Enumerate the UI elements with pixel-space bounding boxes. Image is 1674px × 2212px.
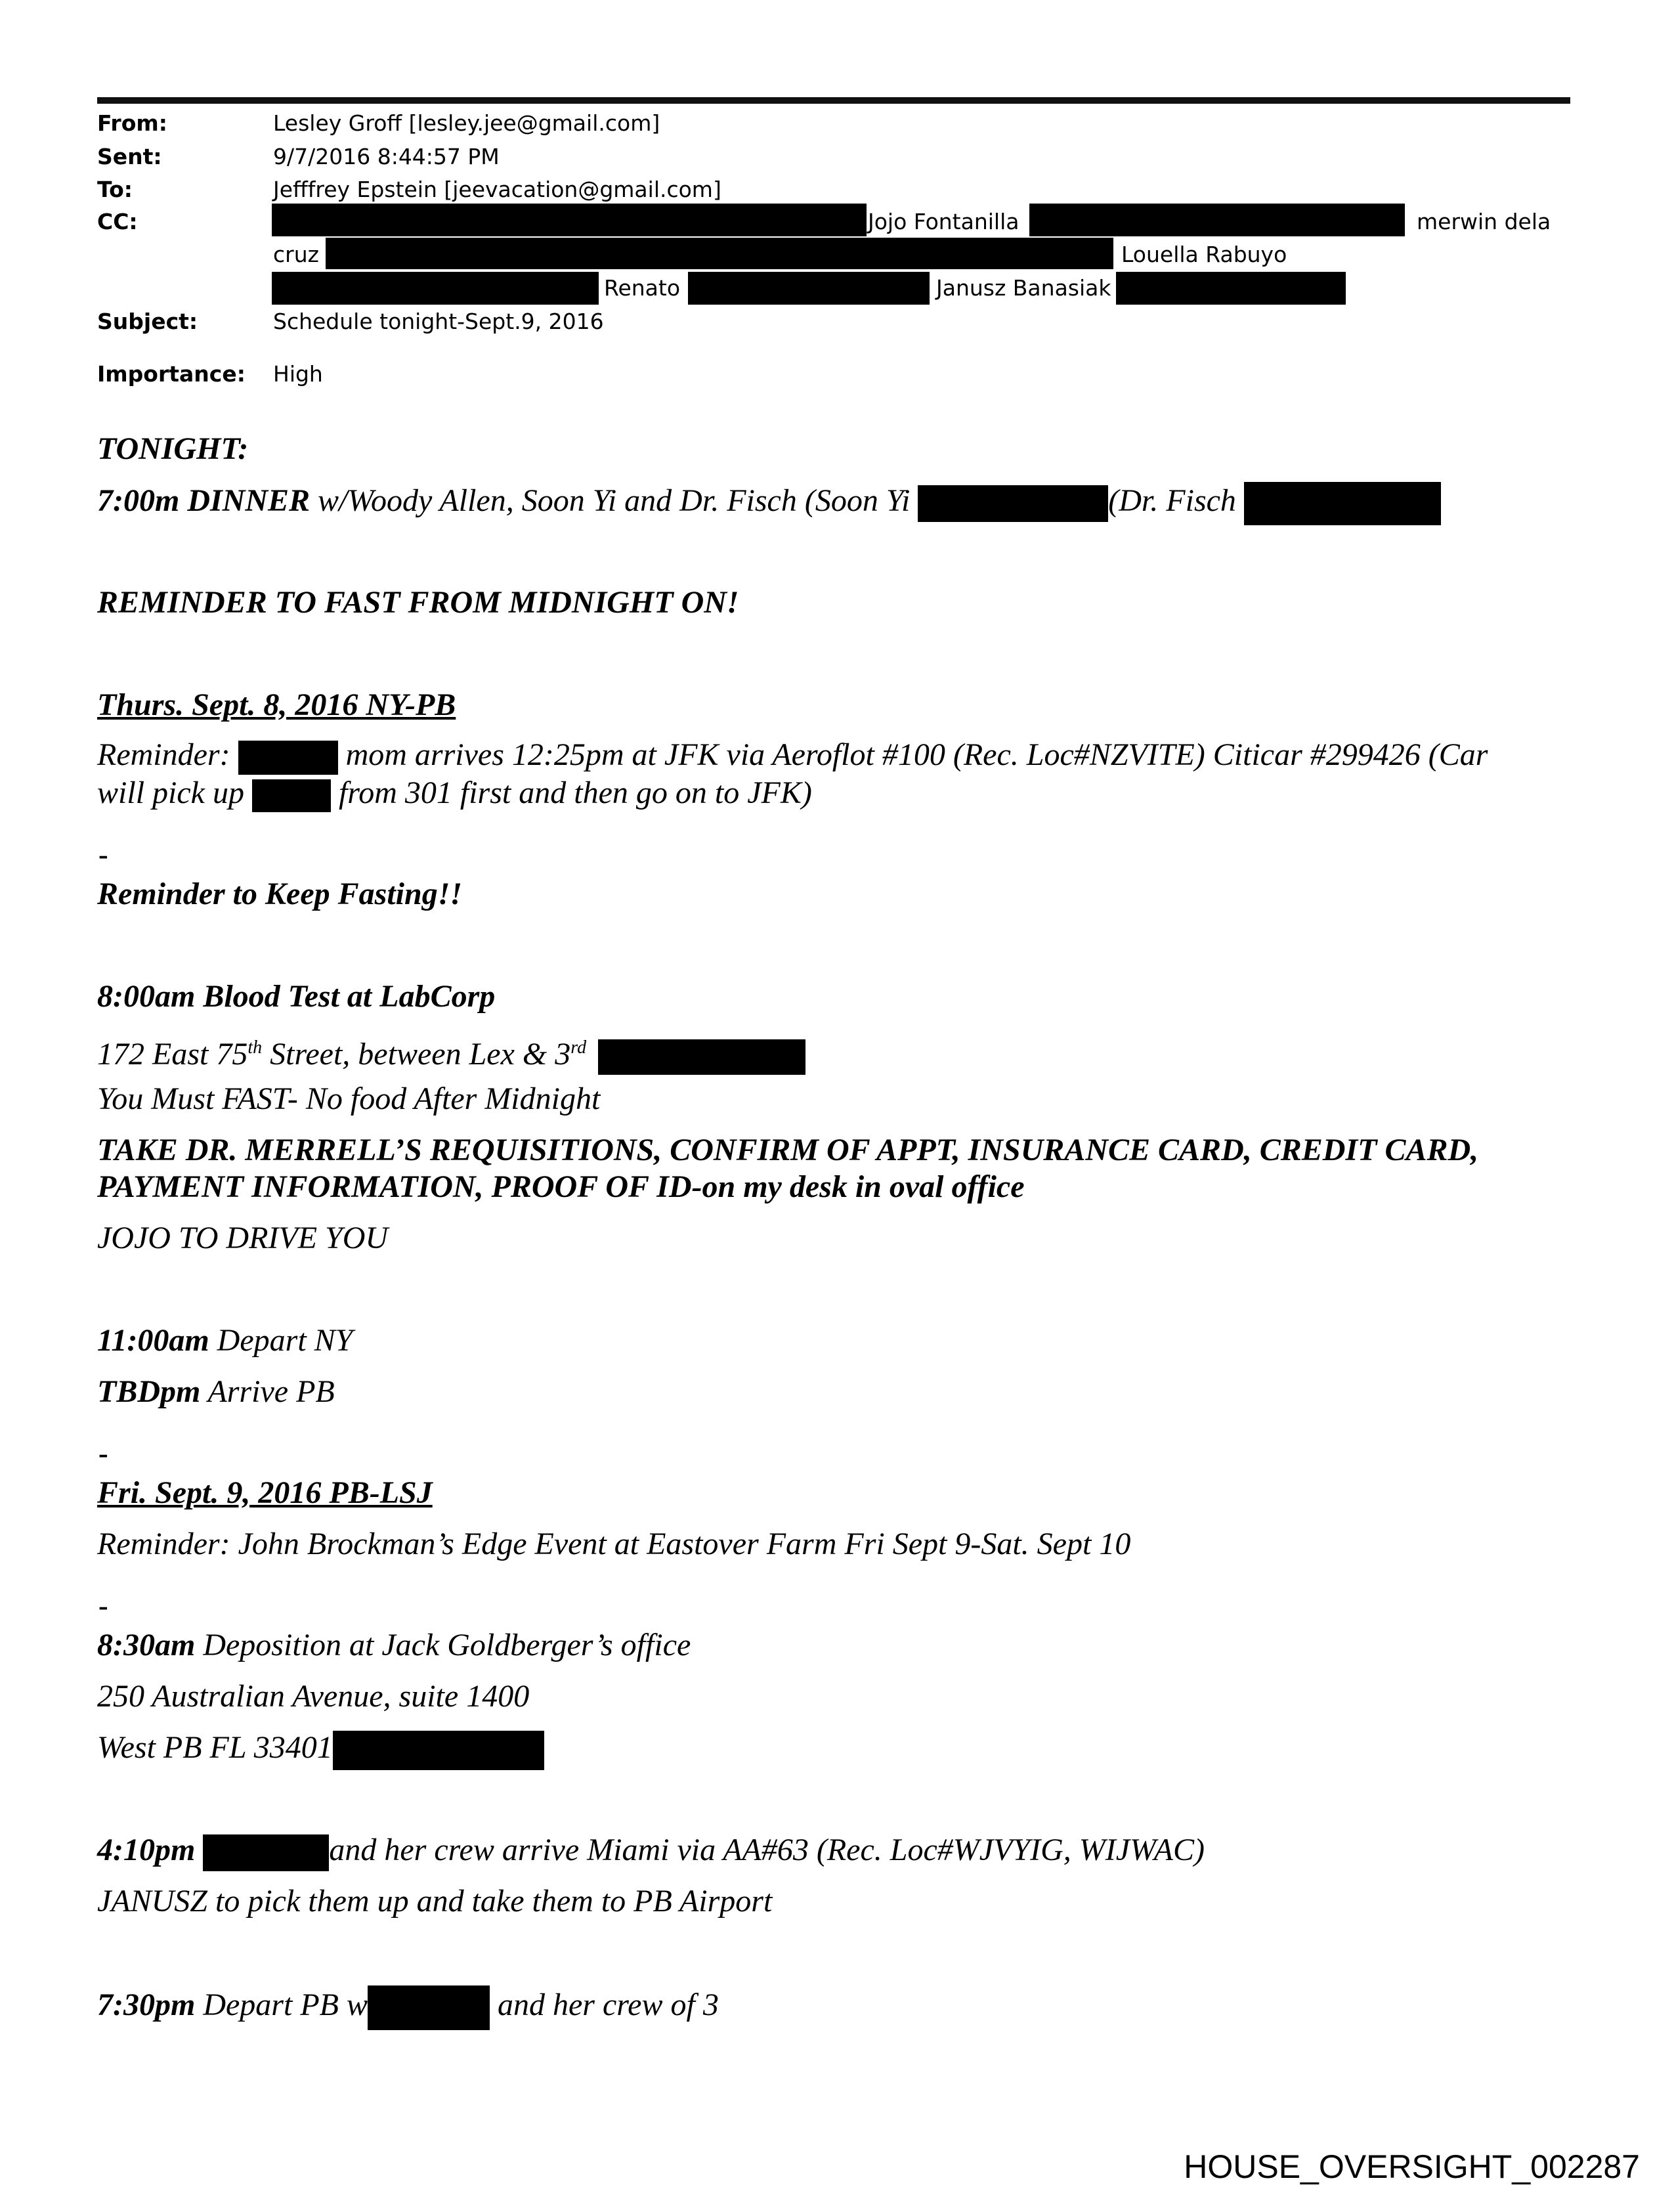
subject-value: Schedule tonight-Sept.9, 2016 — [273, 309, 604, 334]
cc-label: CC: — [97, 209, 138, 234]
redaction-box — [238, 741, 338, 775]
fri-heading: Fri. Sept. 9, 2016 PB-LSJ — [97, 1475, 433, 1510]
depart-pb-line — [97, 1985, 719, 2030]
bates-number: HOUSE_OVERSIGHT_002287 — [1184, 2148, 1640, 2185]
redaction-box — [1116, 272, 1346, 305]
address-text: 172 East 75 — [97, 1037, 248, 1072]
dinner-line — [97, 482, 1441, 525]
take-line-2: PAYMENT INFORMATION, PROOF OF ID-on my desk in oval office — [97, 1169, 1025, 1204]
subject-label: Subject: — [97, 309, 198, 334]
event-text: Deposition at Jack Goldberger’s office — [195, 1628, 691, 1662]
importance-label: Importance: — [97, 361, 246, 387]
redaction-box — [272, 272, 599, 305]
thurs-heading: Thurs. Sept. 8, 2016 NY-PB — [97, 687, 456, 722]
redaction-box — [1244, 482, 1441, 525]
importance-value: High — [273, 361, 323, 387]
to-value: Jefffrey Epstein [jeevacation@gmail.com] — [273, 177, 721, 202]
time-label: 8:30am — [97, 1628, 196, 1662]
time-label: TBDpm — [97, 1374, 201, 1409]
cc-name: Jojo Fontanilla — [868, 209, 1019, 234]
redaction-box — [368, 1985, 490, 2030]
cc-name: Louella Rabuyo — [1121, 242, 1287, 267]
reminder-text: mom arrives 12:25pm at JFK via Aeroflot #100 (Rec. Loc#NZVITE) Citicar #299426 (Car — [337, 737, 1488, 772]
take-line-1: TAKE DR. MERRELL’S REQUISITIONS, CONFIRM OF APPT, INSURANCE CARD, CREDIT CARD, — [97, 1133, 1479, 1167]
jojo-drive: JOJO TO DRIVE YOU — [97, 1221, 389, 1255]
time-label: 4:10pm — [97, 1832, 196, 1867]
cc-name: cruz — [273, 242, 319, 267]
separator-dash: - — [98, 1437, 108, 1469]
event-text: Depart PB w — [195, 1987, 368, 2023]
time-label: 7:30pm — [97, 1987, 196, 2023]
dinner-time: 7:00m DINNER — [97, 483, 311, 519]
cc-name: merwin dela — [1417, 209, 1551, 234]
deposition-line — [97, 1627, 691, 1664]
dinner-text-2: (Dr. Fisch — [1108, 483, 1244, 519]
reminder-text: Reminder: — [97, 737, 238, 772]
thurs-reminder-line2 — [97, 775, 812, 812]
reminder-text: will pick up — [97, 775, 252, 810]
labcorp-address — [97, 1030, 805, 1075]
sent-value: 9/7/2016 8:44:57 PM — [273, 144, 500, 169]
redaction-box — [203, 1834, 329, 1871]
reminder-fast: REMINDER TO FAST FROM MIDNIGHT ON! — [97, 585, 739, 620]
redaction-box — [272, 204, 867, 236]
event-text: Arrive PB — [200, 1374, 335, 1409]
redaction-box — [333, 1731, 544, 1770]
must-fast: You Must FAST- No food After Midnight — [97, 1081, 601, 1116]
cc-name: Renato — [604, 275, 681, 301]
thurs-reminder-line1 — [97, 737, 1488, 775]
event-text: Depart NY — [209, 1323, 353, 1358]
to-label: To: — [97, 177, 133, 202]
superscript: rd — [570, 1037, 587, 1058]
janusz-line: JANUSZ to pick them up and take them to PB Airport — [97, 1884, 773, 1919]
event-text: and her crew arrive Miami via AA#63 (Rec. Loc#WJVYIG, WIJWAC) — [329, 1832, 1205, 1867]
address-text: West PB FL 33401 — [97, 1730, 333, 1765]
redaction-box — [918, 485, 1108, 522]
keep-fasting: Reminder to Keep Fasting!! — [97, 877, 463, 911]
header-rule — [97, 97, 1570, 104]
separator-dash: - — [98, 1590, 108, 1622]
blood-test-heading: 8:00am Blood Test at LabCorp — [97, 979, 496, 1014]
cc-name: Janusz Banasiak — [936, 275, 1111, 301]
deposition-address-2 — [97, 1729, 544, 1770]
event-text: and her crew of 3 — [489, 1987, 719, 2023]
separator-dash: - — [98, 838, 108, 871]
redaction-box — [252, 779, 331, 812]
from-value: Lesley Groff [lesley.jee@gmail.com] — [273, 110, 660, 136]
reminder-text: from 301 first and then go on to JFK) — [330, 775, 812, 810]
sent-label: Sent: — [97, 144, 162, 169]
tonight-heading: TONIGHT: — [97, 431, 249, 466]
superscript: th — [247, 1037, 263, 1058]
deposition-address-1: 250 Australian Avenue, suite 1400 — [97, 1679, 530, 1714]
dinner-text: w/Woody Allen, Soon Yi and Dr. Fisch (Soon Yi — [310, 483, 918, 519]
redaction-box — [326, 238, 1113, 269]
fri-reminder: Reminder: John Brockman’s Edge Event at Eastover Farm Fri Sept 9-Sat. Sept 10 — [97, 1527, 1131, 1561]
arrive-pb-line — [97, 1374, 335, 1410]
time-label: 11:00am — [97, 1323, 209, 1358]
redaction-box — [1029, 204, 1405, 236]
redaction-box — [688, 272, 930, 305]
from-label: From: — [97, 110, 167, 136]
depart-ny-line — [97, 1322, 353, 1359]
crew-arrival-line — [97, 1832, 1205, 1871]
redaction-box — [598, 1039, 805, 1075]
address-text: Street, between Lex & 3 — [262, 1037, 571, 1072]
